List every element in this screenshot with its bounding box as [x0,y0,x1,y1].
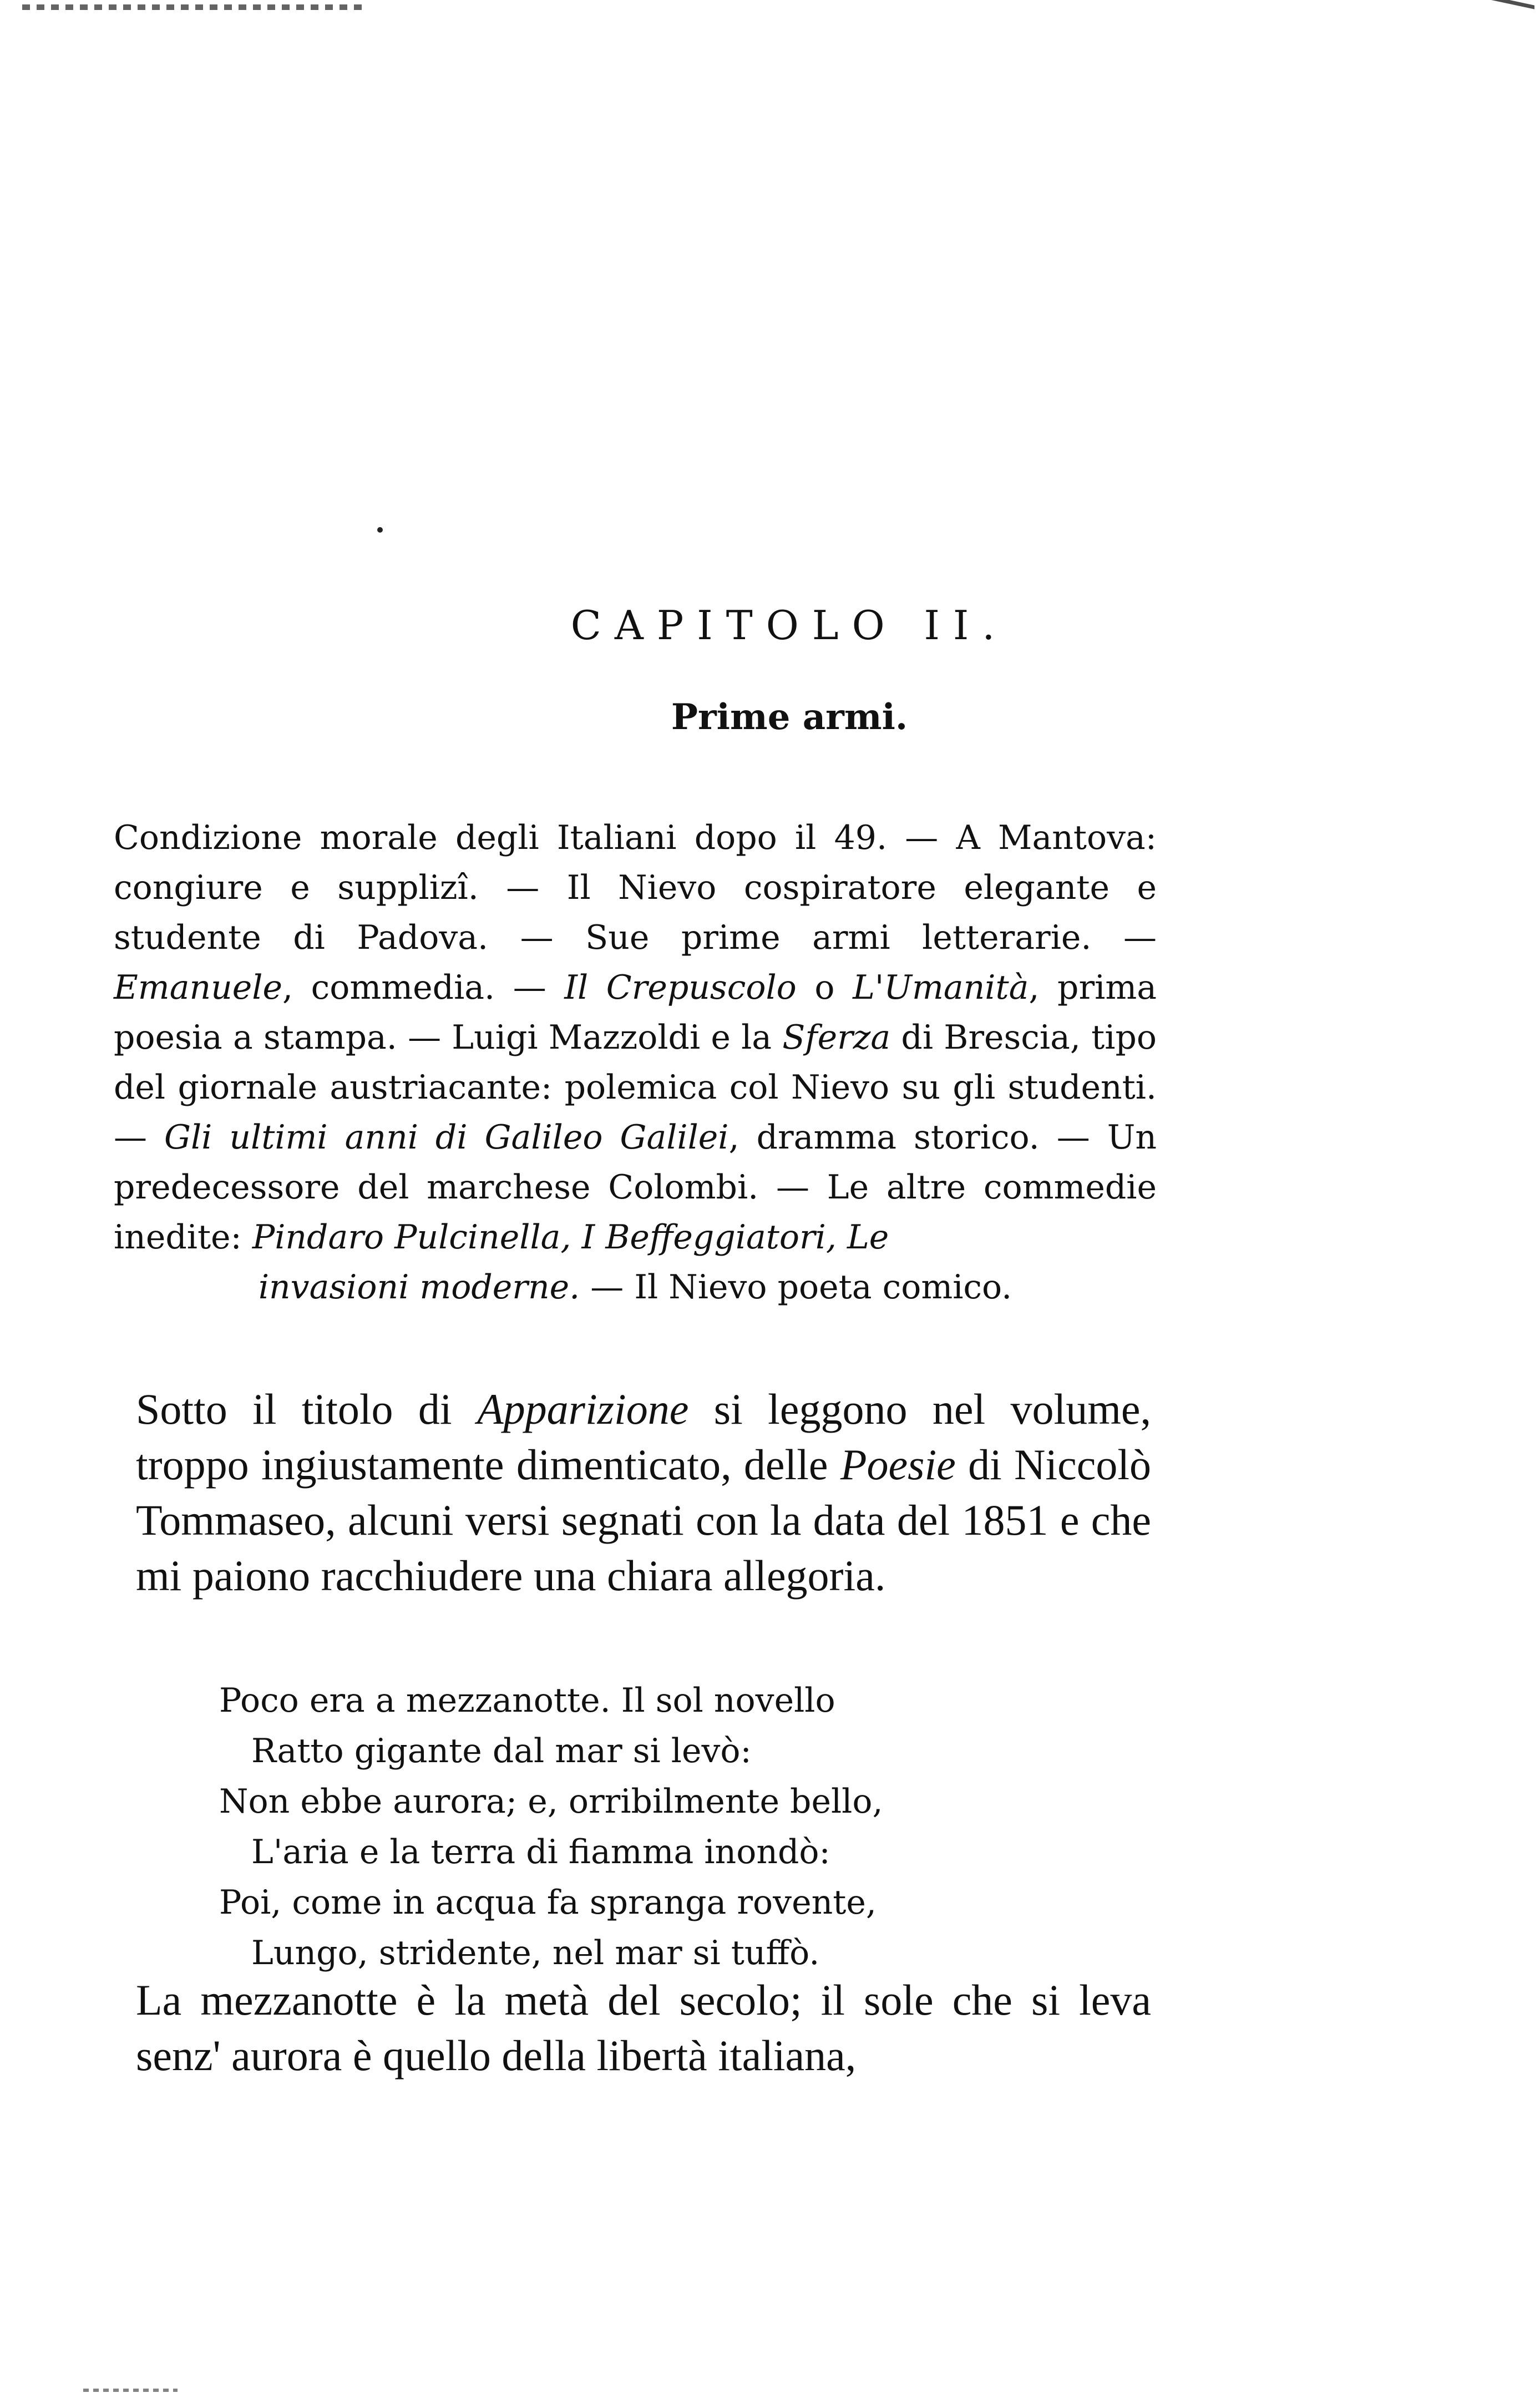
scan-artifact-top-right [1485,0,1534,32]
summary-text: di Brescia, tipo del giornale austriacante: polemica col Nievo su gli studenti. — [114,1018,1157,1157]
summary-text: — Il Nievo poeta comico. [580,1268,1012,1307]
summary-italic-title: L'Umanità [853,968,1029,1007]
poem-line: Ratto gigante dal mar si levò: [251,1732,752,1770]
body-paragraph: La mezzanotte è la metà del secolo; il sole che si leva senz' aurora è quello della libertà italiana, [136,1976,1151,2080]
body-paragraph [136,1382,1151,1603]
paragraph-text: si leggono nel volume, troppo ingiustamente dimenticato, delle [136,1385,1151,1489]
summary-italic-title: Il Crepuscolo [564,968,797,1007]
poem-line: Poi, come in acqua fa spranga rovente, [219,1883,877,1922]
paragraph-text: di Niccolò Tommaseo, alcuni versi segnati con la data del 1851 e che mi paiono racchiudere una chiara allegoria. [136,1440,1151,1600]
poem-line: Lungo, stridente, nel mar si tuffò. [251,1934,820,1972]
summary-text: Condizione morale degli Italiani dopo il 49. — A Mantova: congiure e supplizî. — Il Nievo cospiratore elegante e studente di Padova. — Sue prime armi letterarie. — [114,818,1157,957]
paragraph-italic: Poesie [840,1440,956,1489]
chapter-heading: CAPITOLO II. [570,602,1009,649]
chapter-title: Prime armi. [671,696,908,738]
summary-italic-title: Gli ultimi anni di Galileo Galilei [164,1118,729,1157]
paragraph-text: Sotto il titolo di [136,1385,478,1433]
scan-speck [377,527,383,533]
summary-italic-title: Pindaro Pulcinella, I Beffeggiatori, Le [252,1218,889,1257]
summary-text: , prima poesia a stampa. — Luigi Mazzoldi e la [114,968,1157,1057]
paragraph-italic: Apparizione [477,1385,689,1433]
summary-italic-title: invasioni moderne. [258,1268,580,1307]
summary-text: , dramma storico. — Un predecessore del marchese Colombi. — Le altre commedie inedite: [114,1118,1157,1257]
summary-text: o [796,968,853,1007]
summary-italic-title: Emanuele [114,968,282,1007]
summary-last-line [114,1262,1157,1312]
poem-quotation [219,1676,1107,1979]
poem-line: Non ebbe aurora; e, orribilmente bello, [219,1782,883,1821]
poem-line: L'aria e la terra di fiamma inondò: [251,1833,830,1871]
chapter-summary [114,813,1157,1312]
summary-italic-title: Sferza [782,1018,891,1057]
poem-line: Poco era a mezzanotte. Il sol novello [219,1681,835,1720]
scan-artifact-top-left [22,4,366,10]
summary-text: , commedia. — [282,968,565,1007]
scan-artifact-bottom [83,2389,178,2392]
